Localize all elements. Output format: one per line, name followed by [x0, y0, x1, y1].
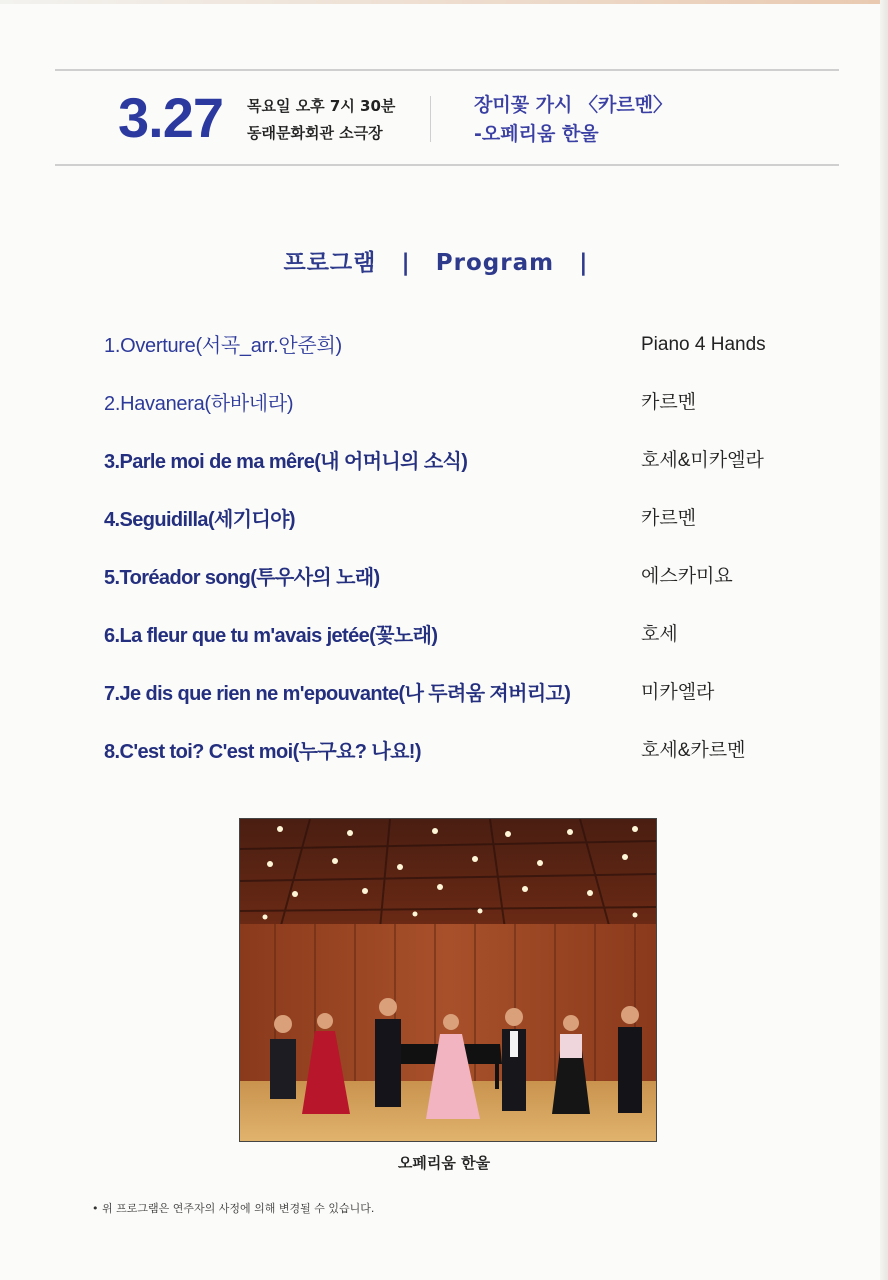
concert-date: 3.27	[118, 86, 223, 149]
page-edge	[0, 0, 888, 4]
program-item	[104, 500, 804, 558]
program-heading-korean: 프로그램	[283, 250, 377, 276]
program-change-notice: • 위 프로그램은 연주자의 사정에 의해 변경될 수 있습니다.	[92, 1202, 375, 1215]
program-item-performer: 카르멘	[641, 508, 697, 529]
concert-venue: 동래문화회관 소극장	[247, 124, 383, 142]
program-item-title: 2.Havanera(하바네라)	[104, 393, 294, 415]
concert-time: 목요일 오후 7시 30분	[247, 97, 396, 115]
program-item-title: 6.La fleur que tu m'avais jetée(꽃노래)	[104, 625, 438, 647]
program-item-title: 5.Toréador song(투우사의 노래)	[104, 567, 380, 589]
program-list	[104, 326, 804, 790]
program-heading-english: Program	[435, 250, 555, 276]
program-item-title: 4.Seguidilla(세기디야)	[104, 509, 295, 531]
program-item-performer: 에스카미요	[641, 566, 733, 587]
program-item-title: 7.Je dis que rien ne m'epouvante(나 두려움 져버리고)	[104, 683, 571, 705]
program-heading-trailing: |	[579, 250, 589, 276]
program-item-performer: 호세	[641, 624, 678, 645]
program-item-performer: Piano 4 Hands	[641, 334, 766, 355]
program-item	[104, 558, 804, 616]
program-item-title: 3.Parle moi de ma mêre(내 어머니의 소식)	[104, 451, 468, 473]
header-rule-bottom	[55, 164, 839, 166]
program-item-title: 8.C'est toi? C'est moi(누구요? 나요!)	[104, 741, 421, 763]
program-item	[104, 674, 804, 732]
program-item-performer: 카르멘	[641, 392, 697, 413]
concert-title	[474, 91, 672, 149]
photo-caption: 오페리움 한울	[397, 1154, 491, 1172]
program-item	[104, 442, 804, 500]
program-item	[104, 732, 804, 790]
program-item-performer: 호세&카르멘	[641, 740, 746, 761]
header-divider	[430, 96, 431, 142]
header-rule-top	[55, 69, 839, 71]
program-heading	[0, 244, 888, 277]
concert-title-line1: 장미꽃 가시 〈카르멘〉	[474, 94, 673, 116]
performance-photo	[239, 818, 657, 1142]
page-edge-right	[880, 0, 888, 1280]
concert-title-line2: -오페리움 한울	[474, 123, 599, 145]
program-heading-separator: |	[401, 250, 411, 276]
program-item-title: 1.Overture(서곡_arr.안준희)	[104, 335, 342, 357]
program-item-performer: 호세&미카엘라	[641, 450, 764, 471]
stage-photo-illustration	[240, 819, 656, 1141]
concert-info	[247, 93, 395, 147]
program-item-performer: 미카엘라	[641, 682, 715, 703]
program-item	[104, 616, 804, 674]
program-item	[104, 326, 804, 384]
program-item	[104, 384, 804, 442]
